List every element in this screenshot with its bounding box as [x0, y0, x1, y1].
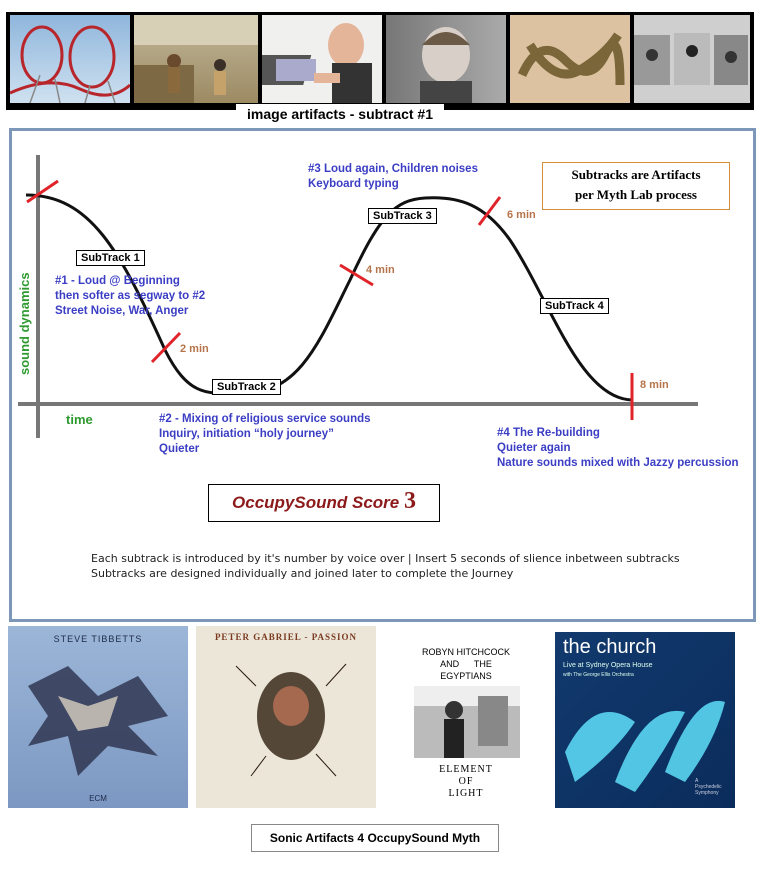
subtrack-2-description: #2 - Mixing of religious service sounds Inquiry, initiation “holy journey” Quieter [159, 413, 371, 455]
album-cover-the-church [555, 632, 735, 808]
album-note: A Psychedelic Symphony [695, 778, 722, 796]
score-number: 3 [403, 488, 416, 514]
album-art-shape [196, 626, 376, 808]
time-marker-6min: 6 min [507, 209, 536, 221]
album-cover-steve-tibbetts [8, 626, 188, 808]
album-artist: ROBYN HITCHCOCK AND THE EGYPTIANS [421, 647, 510, 681]
subtrack-1-description: #1 - Loud @ Beginning then softer as segway to #2 Street Noise, War, Anger [55, 275, 206, 317]
albums-caption: Sonic Artifacts 4 OccupySound Myth [251, 824, 499, 852]
album-subtitle: Live at Sydney Opera House [563, 662, 653, 669]
album-cover-robyn-hitchcock [386, 632, 546, 808]
note-line-2: Subtracks are designed individually and joined later to complete the Journey [91, 567, 514, 580]
x-axis-label: time [66, 412, 93, 427]
album-label: ECM [89, 794, 107, 803]
marker-2min [152, 333, 180, 362]
subtrack-3-label: SubTrack 3 [368, 208, 437, 224]
subtrack-4-description: #4 The Re-building Quieter again Nature sounds mixed with Jazzy percussion [497, 427, 739, 469]
album-cover-peter-gabriel [196, 626, 376, 808]
score-title: OccupySound Score [232, 493, 400, 512]
strip-caption: image artifacts - subtract #1 [236, 104, 444, 124]
album-title: ELEMENT OF LIGHT [439, 764, 493, 799]
album-artist: STEVE TIBBETTS [53, 634, 143, 644]
album-art-photo [414, 686, 520, 758]
album-subtitle-2: with The George Ellis Orchestra [563, 672, 634, 678]
time-marker-4min: 4 min [366, 264, 395, 276]
time-marker-2min: 2 min [180, 343, 209, 355]
subtrack-3-description: #3 Loud again, Children noises Keyboard typing [308, 163, 478, 190]
y-axis-label: sound dynamics [17, 272, 32, 375]
subtrack-2-label: SubTrack 2 [212, 379, 281, 395]
album-art-shape [8, 626, 188, 808]
note-line-1: Each subtrack is introduced by it's number by voice over | Insert 5 seconds of slience inbetween subtracks [91, 552, 680, 565]
album-title: PETER GABRIEL - PASSION [214, 632, 358, 642]
time-marker-8min: 8 min [640, 379, 669, 391]
artifacts-note-box: Subtracks are Artifacts per Myth Lab process [542, 162, 730, 210]
album-title: the church [563, 636, 657, 658]
subtrack-4-label: SubTrack 4 [540, 298, 609, 314]
score-title-box [208, 484, 440, 522]
subtrack-1-label: SubTrack 1 [76, 250, 145, 266]
